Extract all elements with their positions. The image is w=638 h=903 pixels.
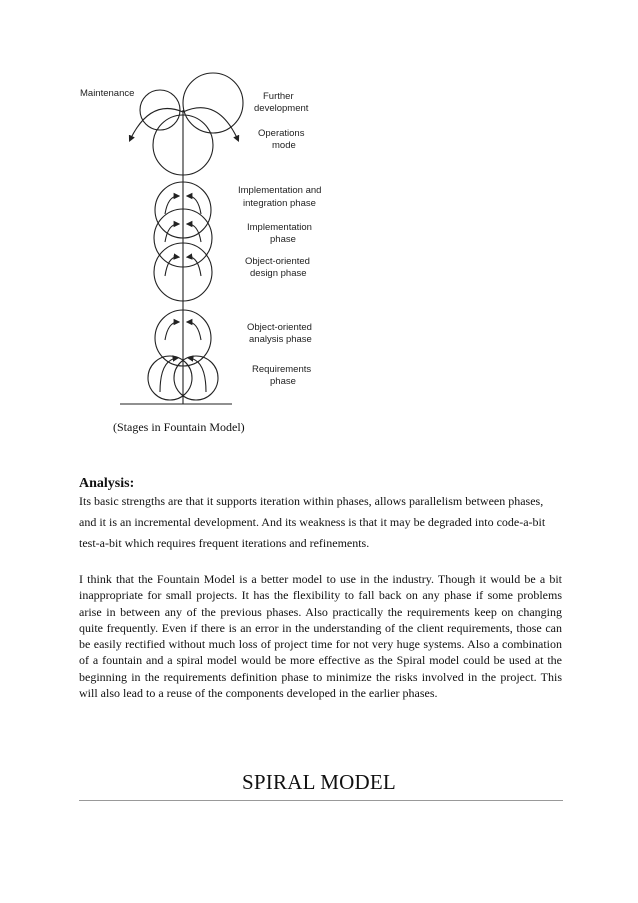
iteration-arrow <box>165 224 178 242</box>
label-ood-1: Object-oriented <box>245 256 310 267</box>
analysis-heading: Analysis: <box>79 476 135 491</box>
opinion-paragraph: I think that the Fountain Model is a better model to use in the industry. Though it would be a bit inappropriate for small projects. It has the flexibility to fall back on any phase if some problems arise in between any of the previous phases. Also practically the requirements keep on changing quite frequently. Even if there is an error in the understanding of the client requirements, those can be easily rectified without much loss of project time for not very huge systems. Also a combination of a fountain and a spiral model would be more effective as the Spiral model could be used at the beginning in the requirements definition phase to minimize the risks involved in the project. This will also lead to a reuse of the components developed in the earlier phases. <box>79 572 562 701</box>
fountain-arrow-left <box>130 109 183 141</box>
label-further-1: Further <box>263 91 294 102</box>
label-impl-1: Implementation <box>247 222 312 233</box>
iteration-arrow <box>188 224 201 242</box>
iteration-arrow <box>165 322 178 340</box>
label-ooa-1: Object-oriented <box>247 322 312 333</box>
fountain-model-diagram <box>0 0 638 420</box>
label-ooa-2: analysis phase <box>249 334 312 345</box>
label-maintenance: Maintenance <box>80 88 135 99</box>
iteration-arrow <box>188 322 201 340</box>
maintenance-circle <box>140 90 180 130</box>
figure-caption: (Stages in Fountain Model) <box>113 420 245 434</box>
label-req-1: Requirements <box>252 364 312 375</box>
section-divider <box>79 800 563 801</box>
section-title: SPIRAL MODEL <box>242 770 396 794</box>
label-further-2: development <box>254 103 309 114</box>
label-req-2: phase <box>270 376 296 387</box>
label-operations-2: mode <box>272 140 296 151</box>
label-ood-2: design phase <box>250 268 307 279</box>
label-impl-int-1: Implementation and <box>238 185 322 196</box>
label-impl-2: phase <box>270 234 296 245</box>
analysis-paragraph: Its basic strengths are that it supports iteration within phases, allows parallelism between phases, and it is an incremental development. And its weakness is that it may be degraded into code-a-bit test-a-bit which requires frequent iterations and refinements. <box>79 494 546 550</box>
label-operations-1: Operations <box>258 128 305 139</box>
further-development-circle <box>183 73 243 133</box>
label-impl-int-2: integration phase <box>243 198 316 209</box>
